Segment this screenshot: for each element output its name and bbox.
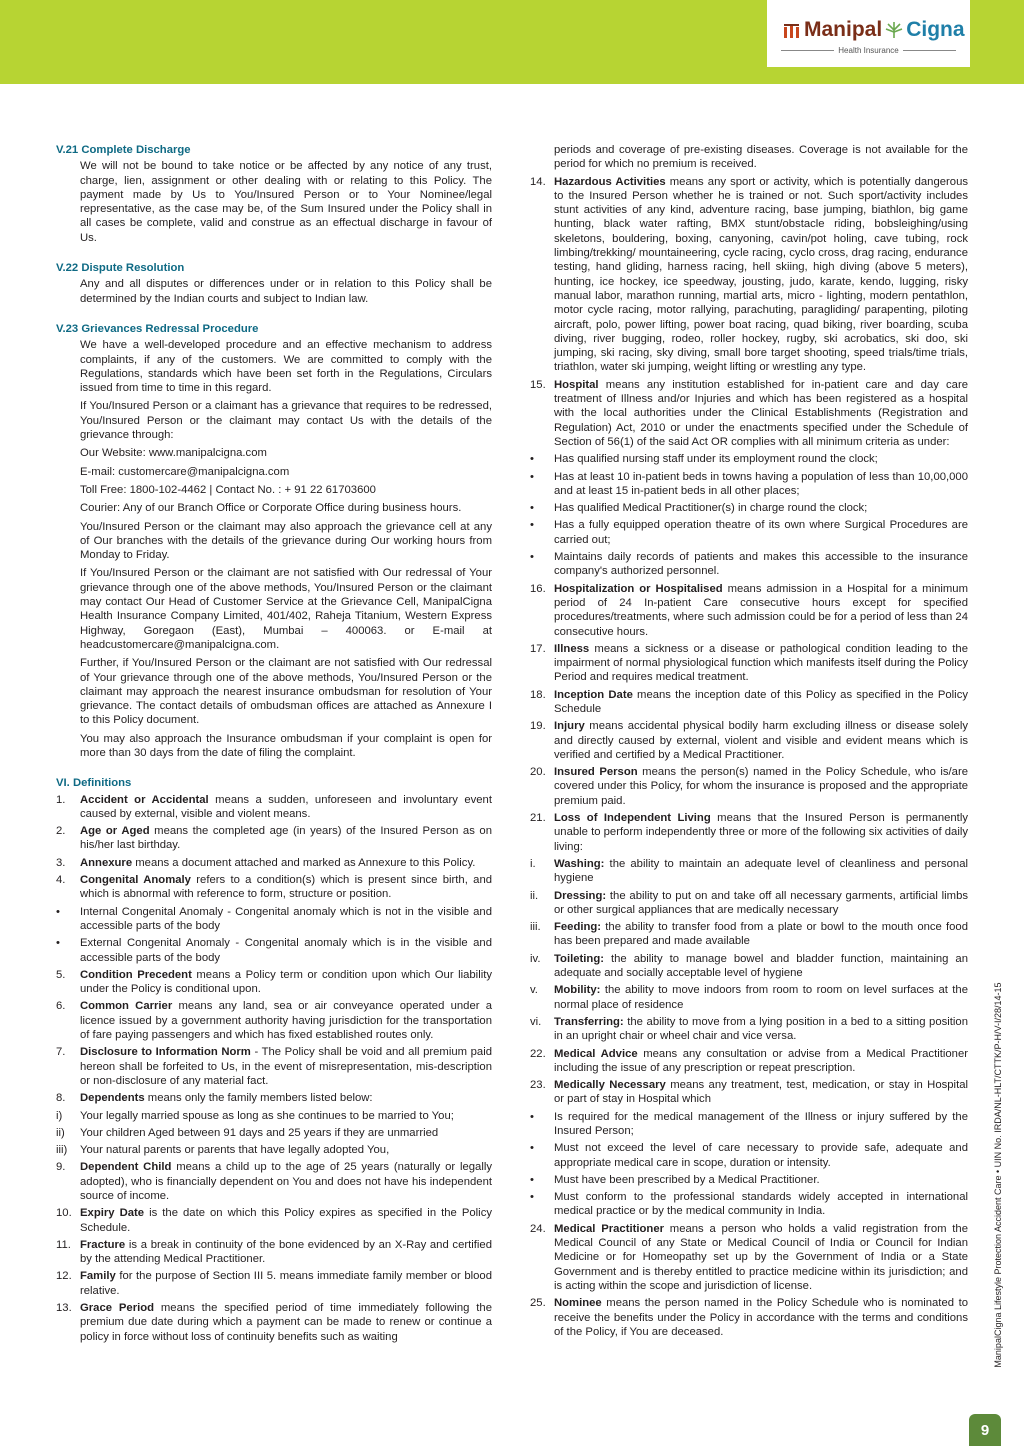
item-text: [554, 642, 968, 685]
definition-text: periods and coverage of pre-existing diseases. Coverage is not available for the period for which no premium is received.: [554, 144, 968, 171]
definition-item: [530, 1141, 968, 1170]
item-marker: 12.: [56, 1270, 72, 1283]
item-text: [80, 1045, 492, 1088]
defined-term: Dependent Child: [80, 1161, 172, 1174]
paragraph: We will not be bound to take notice or be affected by any notice of any trust, charge, lien, assignment or other dealing with or relating to this Policy. The payment made by Us to You/Insured Person or to Your Nominee/legal representative, as the case may be, of the Sum Insured under the Policy shall in all cases be complete, valid and construe as an effectual discharge in favour of Us.: [80, 160, 492, 244]
item-marker: 7.: [56, 1046, 66, 1059]
item-text: [554, 501, 968, 515]
definition-text: means a sudden, unforeseen and involuntary event caused by external, visible and violent means.: [80, 793, 492, 820]
item-text: [80, 1126, 492, 1140]
item-marker: •: [56, 905, 60, 918]
item-marker: •: [530, 551, 534, 564]
item-marker: 11.: [56, 1238, 71, 1251]
item-text: [554, 765, 968, 808]
definition-item: [530, 470, 968, 499]
definition-item: [530, 1296, 968, 1339]
paragraph: You may also approach the Insurance ombudsman if your complaint is open for more than 30 days from the date of filing the complaint.: [80, 732, 492, 759]
definition-text: Is required for the medical management of the Illness or injury suffered by the Insured Person;: [554, 1110, 968, 1137]
definition-item: [530, 642, 968, 685]
definition-item: [530, 765, 968, 808]
item-text: [554, 920, 968, 949]
defined-term: Toileting:: [554, 952, 604, 965]
item-marker: •: [530, 1191, 534, 1204]
definitions-list: [56, 793, 492, 1344]
definition-item: [530, 378, 968, 449]
definition-text: the ability to manage bowel and bladder function, maintaining an adequate and socially acceptable level of hygiene: [554, 952, 968, 980]
item-marker: v.: [530, 984, 538, 997]
item-text: [80, 1091, 492, 1105]
defined-term: Expiry Date: [80, 1207, 145, 1220]
definition-text: the ability to move from a lying position in a bed to a sitting position in an upright chair or wheel chair and vice versa.: [554, 1015, 968, 1043]
paragraph: If You/Insured Person or a claimant has a grievance that requires to be redressed, You/Insured Person or the claimant may contact Us with the details of the grievance through:: [80, 400, 492, 442]
defined-term: Inception Date: [554, 688, 633, 701]
item-text: [554, 1222, 968, 1293]
page-number: 9: [969, 1414, 1001, 1446]
item-text: [80, 793, 492, 822]
definition-item: [530, 143, 968, 172]
defined-term: Injury: [554, 720, 585, 733]
definition-text: Must conform to the professional standards widely accepted in international medical practice or by the medical community in India.: [554, 1191, 968, 1218]
definition-item: [56, 936, 492, 965]
definition-item: [530, 1015, 968, 1044]
definition-item: [530, 857, 968, 886]
definition-text: Must not exceed the level of care necessary to provide safe, adequate and appropriate medical care in scope, duration or intensity.: [554, 1142, 968, 1169]
section-heading: V.23 Grievances Redressal Procedure: [56, 322, 259, 335]
definition-text: means any institution established for in-patient care and day care treatment of Illness and/or Injuries and which has been registered as a hospital with the local authorities under the Clinical Establishments (Registration and Regulation) Act, 2010 or under the enactments specified under the Schedule of Section of 56(1) of the said Act OR complies with all minimum criteria as under:: [554, 378, 968, 448]
item-text: [554, 688, 968, 717]
definition-text: Your children Aged between 91 days and 25 years if they are unmarried: [80, 1126, 439, 1139]
item-text: [80, 968, 492, 997]
definition-text: Maintains daily records of patients and makes this accessible to the insurance company's authorized personnel.: [554, 551, 968, 578]
definition-text: the ability to transfer food from a plate or bowl to the mouth once food has been prepared and made available: [554, 921, 968, 948]
item-text: [80, 999, 492, 1042]
definition-text: Must have been prescribed by a Medical Practitioner.: [554, 1173, 820, 1186]
definition-item: [530, 719, 968, 762]
definition-text: Has qualified Medical Practitioner(s) in charge round the clock;: [554, 502, 868, 515]
definition-text: means a Policy term or condition upon which Our liability under the Policy is conditional upon.: [80, 968, 492, 996]
definition-item: [56, 1269, 492, 1298]
item-marker: 25.: [530, 1297, 546, 1310]
definition-item: [530, 983, 968, 1012]
definition-text: External Congenital Anomaly - Congenital anomaly which is in the visible and accessible parts of the body: [80, 937, 492, 964]
item-marker: 20.: [530, 766, 546, 779]
definition-item: [530, 550, 968, 579]
definition-text: is the date on which this Policy expires as specified in the Policy Schedule.: [80, 1207, 492, 1234]
defined-term: Hazardous Activities: [554, 175, 666, 188]
item-text: [80, 905, 492, 934]
brand-manipal: Manipal: [804, 18, 883, 41]
item-text: [554, 378, 968, 449]
definition-text: means any sport or activity, which is potentially dangerous to the Insured Person whether he is trained or not. Such sport/activity includes stunt activities of any kind, adventure racing, base jumping, biathlon, big game hunting, black water rafting, BMX stunt/obstacle riding, bobsleighing/using skeletons, bouldering, boxing, canyoning, cavin/pot holing, cave tubing, rock limbing/trekking/ mountaineering, cycle racing, cyclo cross, drag racing, endurance testing, hand gliding, harness racing, hell skiing, high diving (above 5 meters), hunting, ice hockey, ice speedway, jousting, judo, karate, kendo, lugging, risky manual labor, marathon running, martial arts, micro - lighting, modern pentathlon, motor cycle racing, motor rallying, parachuting, paragliding/ parapenting, piloting aircraft, polo, power lifting, power boat racing, quad biking, river boarding, scuba diving, river bugging, rodeo, roller hockey, rugby, ski acrobatics, ski doo, ski jumping, ski racing, sky diving, small bore target shooting, speed trials/time trials, triathlon, water ski jumping, weight lifting or wrestling any type.: [554, 175, 969, 374]
definition-item: [530, 582, 968, 639]
definition-item: [530, 811, 968, 854]
item-text: [554, 1015, 968, 1044]
item-text: [554, 470, 968, 499]
header-bar: [0, 0, 1024, 84]
item-marker: 13.: [56, 1302, 72, 1315]
item-text: [554, 1190, 968, 1219]
item-marker: [530, 143, 554, 172]
definition-item: [530, 1047, 968, 1076]
definition-item: [56, 1301, 492, 1344]
item-text: [80, 1143, 492, 1157]
item-marker: 18.: [530, 688, 546, 701]
defined-term: Dressing:: [554, 889, 607, 902]
defined-term: Hospital: [554, 378, 599, 391]
definition-text: means any land, sea or air conveyance operated under a licence issued by a government authority having jurisdiction for the transportation of fare paying passengers and which has fixed established routes only.: [80, 1000, 492, 1042]
definition-item: [56, 824, 492, 853]
definition-item: [530, 1190, 968, 1219]
definition-text: Internal Congenital Anomaly - Congenital anomaly which is not in the visible and accessible parts of the body: [80, 905, 492, 932]
definition-item: [56, 1206, 492, 1235]
definition-text: Has qualified nursing staff under its employment round the clock;: [554, 453, 878, 466]
paragraph: Our Website: www.manipalcigna.com: [80, 447, 267, 460]
definition-text: Your legally married spouse as long as she continues to be married to You;: [80, 1109, 454, 1122]
defined-term: Annexure: [80, 856, 133, 869]
paragraph: Further, if You/Insured Person or the claimant are not satisfied with Our redressal of Your grievance through one of the above methods, You/Insured Person or the claimant may approach the nearest insurance ombudsman for resolution of Your grievance. The contact details of ombudsman offices are attached as Annexure I to this Policy document.: [80, 657, 492, 727]
item-marker: •: [530, 470, 534, 483]
item-marker: vi.: [530, 1015, 542, 1028]
item-text: [554, 175, 968, 375]
definition-text: means accidental physical bodily harm excluding illness or disease solely and directly caused by external, violent and visible and evident means which is verified and certified by a Medical Practitioner.: [554, 720, 968, 761]
item-marker: •: [530, 453, 534, 466]
paragraph: Courier: Any of our Branch Office or Corporate Office during business hours.: [80, 502, 462, 515]
definition-text: means a document attached and marked as Annexure to this Policy.: [132, 856, 476, 869]
item-marker: i.: [530, 857, 536, 870]
defined-term: Common Carrier: [80, 1000, 173, 1013]
item-marker: 23.: [530, 1079, 546, 1092]
item-text: [554, 857, 968, 886]
paragraph: E-mail: customercare@manipalcigna.com: [80, 465, 290, 478]
defined-term: Mobility:: [554, 984, 601, 997]
definition-item: [56, 856, 492, 870]
item-marker: 19.: [530, 720, 546, 733]
item-marker: 24.: [530, 1222, 546, 1235]
defined-term: Family: [80, 1270, 116, 1283]
definition-item: [56, 1109, 492, 1123]
definition-item: [56, 999, 492, 1042]
definition-item: [530, 1173, 968, 1187]
item-marker: ii.: [530, 889, 539, 902]
item-marker: 22.: [530, 1047, 546, 1060]
definition-item: [530, 952, 968, 981]
definition-item: [56, 1160, 492, 1203]
item-marker: 5.: [56, 968, 66, 981]
section-heading: V.22 Dispute Resolution: [56, 262, 185, 275]
item-marker: •: [530, 519, 534, 532]
item-marker: •: [530, 1173, 534, 1186]
side-document-id: ManipalCigna Lifestyle Protection Accident Care • UIN No. IRDA/NL-HLT/CTTK/P-H/V-I/28/14-15: [993, 982, 1003, 1368]
definition-text: means a child up to the age of 25 years (naturally or legally adopted), who is financially dependent on You and does not have his independent source of income.: [80, 1161, 492, 1202]
section-heading: V.21 Complete Discharge: [56, 144, 191, 156]
manipal-emblem-icon: [783, 21, 801, 39]
item-marker: 4.: [56, 874, 66, 887]
definition-text: means any treatment, test, medication, or stay in Hospital or part of stay in Hospital which: [554, 1079, 969, 1106]
definition-text: the ability to move indoors from room to room on level surfaces at the normal place of residence: [554, 984, 968, 1011]
item-marker: 21.: [530, 812, 546, 825]
definition-text: means only the family members listed below:: [144, 1092, 373, 1105]
item-text: [554, 582, 968, 639]
item-text: [80, 1269, 492, 1298]
item-marker: ii): [56, 1126, 65, 1139]
definition-text: Your natural parents or parents that have legally adopted You,: [80, 1144, 390, 1157]
item-marker: 14.: [530, 175, 546, 188]
defined-term: Age or Aged: [80, 825, 150, 838]
definition-item: [530, 920, 968, 949]
defined-term: Congenital Anomaly: [80, 874, 191, 887]
item-text: [554, 518, 968, 547]
defined-term: Medically Necessary: [554, 1079, 666, 1092]
definition-text: is a break in continuity of the bone evidenced by an X-Ray and certified by the attending Medical Practitioner.: [80, 1238, 492, 1266]
item-marker: 10.: [56, 1207, 72, 1220]
item-text: [80, 1109, 492, 1123]
item-text: [80, 1160, 492, 1203]
definition-item: [530, 175, 968, 375]
item-text: [554, 811, 968, 854]
item-text: [554, 1296, 968, 1339]
definitions-list: [530, 143, 968, 1339]
definition-item: [530, 1078, 968, 1107]
defined-term: Transferring:: [554, 1015, 624, 1028]
definition-item: [530, 889, 968, 918]
item-text: [80, 856, 492, 870]
definition-item: [530, 518, 968, 547]
definition-item: [56, 873, 492, 902]
brand-logo: [767, 0, 970, 67]
item-text: [554, 550, 968, 579]
item-text: [80, 1206, 492, 1235]
paragraph: You/Insured Person or the claimant may also approach the grievance cell at any of Our branches with the details of the grievance during Our working hours from Monday to Friday.: [80, 520, 492, 562]
definition-item: [56, 1091, 492, 1105]
defined-term: Hospitalization or Hospitalised: [554, 582, 723, 595]
definition-item: [56, 1238, 492, 1267]
item-marker: 1.: [56, 793, 66, 806]
defined-term: Medical Advice: [554, 1047, 638, 1060]
definition-item: [530, 688, 968, 717]
definition-item: [56, 905, 492, 934]
defined-term: Washing:: [554, 857, 605, 870]
definition-text: Has at least 10 in-patient beds in towns having a population of less than 10,00,000 and at least 15 in-patient beds in all other places;: [554, 470, 968, 497]
definition-text: for the purpose of Section III 5. means immediate family member or blood relative.: [80, 1270, 492, 1297]
item-text: [554, 952, 968, 981]
item-marker: 17.: [530, 642, 546, 655]
definition-text: means any consultation or advise from a Medical Practitioner including the issue of any prescription or repeat prescription.: [554, 1047, 968, 1074]
tree-icon: [884, 21, 904, 39]
item-marker: 15.: [530, 378, 546, 391]
item-marker: iii.: [530, 921, 541, 934]
definition-text: means the inception date of this Policy as specified in the Policy Schedule: [554, 688, 968, 715]
paragraph: If You/Insured Person or the claimant are not satisfied with Our redressal of Your grievance through one of the above methods, You/Insured Person or the claimant may contact Our Head of Customer Service at the Grievance Cell, ManipalCigna Health Insurance Company Limited, 401/402, Raheja Titanium, Western Express Highway, Goregaon (East), Mumbai – 400063. or E-mail at headcustomercare@manipalcigna.com.: [80, 567, 492, 651]
item-text: [554, 983, 968, 1012]
item-text: [554, 143, 968, 172]
definition-text: - The Policy shall be void and all premium paid hereon shall be forfeited to Us, in the event of misrepresentation, mis-description or non-disclosure of any material fact.: [80, 1046, 492, 1087]
defined-term: Fracture: [80, 1238, 126, 1251]
defined-term: Dependents: [80, 1092, 145, 1105]
item-text: [554, 1141, 968, 1170]
definition-item: [56, 1126, 492, 1140]
definition-item: [530, 452, 968, 466]
paragraph: Toll Free: 1800-102-4462 | Contact No. : + 91 22 61703600: [80, 483, 376, 496]
definition-item: [56, 793, 492, 822]
brand-tagline: Health Insurance: [781, 46, 956, 55]
definition-text: the ability to put on and take off all necessary garments, artificial limbs or other surgical appliances that are medically necessary: [554, 889, 968, 916]
defined-term: Loss of Independent Living: [554, 812, 711, 825]
definition-item: [530, 501, 968, 515]
definition-item: [56, 1045, 492, 1088]
item-marker: 6.: [56, 1000, 66, 1013]
definition-text: means the person named in the Policy Schedule who is nominated to receive the benefits under the Policy in accordance with the terms and conditions of the Policy, if You are deceased.: [554, 1297, 968, 1338]
definition-text: means a person who holds a valid registration from the Medical Council of any State or Medical Council of India or Council for Indian Medicine or for Homeopathy set up by the Government of India or a State Government and is thereby entitled to practice medicine within its jurisdiction; and is acting within the scope and jurisdiction of license.: [554, 1222, 968, 1292]
item-text: [80, 873, 492, 902]
item-marker: 2.: [56, 825, 66, 838]
item-text: [554, 452, 968, 466]
definition-item: [530, 1110, 968, 1139]
section-heading: VI. Definitions: [56, 777, 132, 790]
item-text: [554, 1047, 968, 1076]
defined-term: Feeding:: [554, 921, 602, 934]
item-text: [80, 1301, 492, 1344]
definition-text: means the specified period of time immediately following the premium due date during which a payment can be made to renew or continue a policy in force without loss of continuity benefits such as waiting: [80, 1302, 493, 1343]
item-text: [554, 1110, 968, 1139]
item-text: [80, 1238, 492, 1267]
item-marker: •: [530, 502, 534, 515]
item-text: [554, 1078, 968, 1107]
item-marker: 3.: [56, 856, 66, 869]
definition-text: Has a fully equipped operation theatre of its own where Surgical Procedures are carried out;: [554, 519, 968, 546]
defined-term: Medical Practitioner: [554, 1222, 664, 1235]
paragraph: Any and all disputes or differences under or in relation to this Policy shall be determined by the Indian courts and subject to Indian law.: [80, 278, 492, 305]
item-text: [554, 889, 968, 918]
item-marker: 9.: [56, 1161, 66, 1174]
definition-item: [530, 1222, 968, 1293]
definition-text: means a sickness or a disease or pathological condition leading to the impairment of normal physiological function which manifests itself during the Policy Period and requires medical treatment.: [554, 642, 968, 684]
item-marker: iv.: [530, 952, 541, 965]
defined-term: Accident or Accidental: [80, 793, 209, 806]
definition-item: [56, 968, 492, 997]
item-text: [554, 719, 968, 762]
paragraph: We have a well-developed procedure and an effective mechanism to address complaints, if any of the customers. We are committed to comply with the Regulations, standards which have been set forth in the Regulations, Circulars issued from time to time in this regard.: [80, 339, 492, 395]
item-marker: iii): [56, 1144, 68, 1157]
definition-item: [56, 1143, 492, 1157]
definition-text: refers to a condition(s) which is present since birth, and which is abnormal with reference to form, structure or position.: [80, 874, 493, 901]
defined-term: Condition Precedent: [80, 968, 192, 981]
defined-term: Nominee: [554, 1297, 602, 1310]
brand-cigna: Cigna: [906, 18, 965, 41]
item-text: [80, 936, 492, 965]
defined-term: Illness: [554, 642, 590, 655]
definition-text: means the person(s) named in the Policy Schedule, who is/are covered under this Policy, for whom the insurance is proposed and the appropriate premium paid.: [554, 766, 968, 807]
item-text: [554, 1173, 968, 1187]
item-marker: •: [530, 1110, 534, 1123]
definition-text: means that the Insured Person is permanently unable to perform independently three or more of the following six activities of daily living:: [554, 812, 968, 853]
defined-term: Insured Person: [554, 766, 638, 779]
item-text: [80, 824, 492, 853]
definition-text: means admission in a Hospital for a minimum period of 24 In-patient Care consecutive hours except for specified procedures/treatments, where such admission could be for a period of less than 24 consecutive hours.: [554, 582, 968, 638]
item-marker: 8.: [56, 1092, 66, 1105]
defined-term: Disclosure to Information Norm: [80, 1046, 251, 1059]
item-marker: i): [56, 1109, 63, 1122]
left-column: [56, 143, 492, 1347]
defined-term: Grace Period: [80, 1302, 155, 1315]
item-marker: 16.: [530, 582, 546, 595]
item-marker: •: [56, 937, 60, 950]
right-column: [530, 143, 968, 1342]
item-marker: •: [530, 1142, 534, 1155]
definition-text: the ability to maintain an adequate level of cleanliness and personal hygiene: [554, 857, 968, 885]
definition-text: means the completed age (in years) of the Insured Person as on his/her last birthday.: [80, 825, 492, 852]
